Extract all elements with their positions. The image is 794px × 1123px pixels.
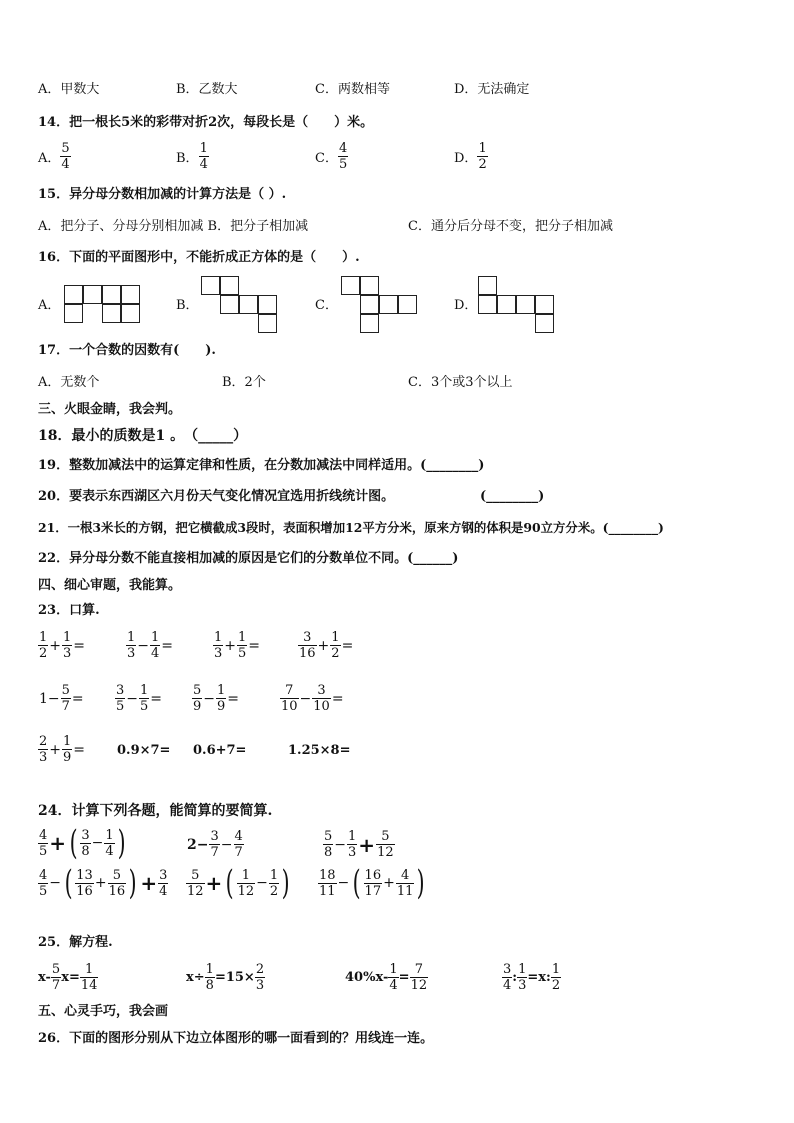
oral-calc-7: $\frac{5}{9}$ − $\frac{1}{9}$ = [193, 683, 240, 714]
fraction: $\frac{1}{4}$ [199, 141, 208, 172]
fraction: $\frac{5}{4}$ [61, 141, 70, 172]
oral-calc-3: $\frac{1}{3}$ + $\frac{1}{5}$ = [214, 630, 261, 661]
judge-18: 18．最小的质数是1 。 （_____） [38, 428, 248, 444]
question-17-stem: 17．一个合数的因数有( ). [38, 343, 216, 358]
q17-option-a[interactable]: A．无数个 [38, 375, 100, 390]
fraction: $\frac{1}{2}$ [478, 141, 487, 172]
oral-calc-5: 1− $\frac{5}{7}$ = [39, 683, 84, 714]
question-24-stem: 24．计算下列各题，能简算的要简算. [38, 803, 273, 819]
question-25-stem: 25．解方程. [38, 935, 113, 950]
option-c[interactable]: C．两数相等 [315, 82, 390, 97]
q14-option-b[interactable] [176, 141, 209, 172]
option-b[interactable]: B．乙数大 [176, 82, 238, 97]
q16-option-a[interactable]: A． [38, 298, 61, 313]
oral-calc-4: $\frac{3}{16}$ + $\frac{1}{2}$ = [299, 630, 354, 661]
q16-option-b[interactable]: B． [176, 298, 199, 313]
equation-3: 40%x- $\frac{1}{4}$ = $\frac{7}{12}$ [345, 962, 428, 993]
question-23-stem: 23．口算. [38, 603, 100, 618]
option-letter: A． [38, 151, 61, 166]
q14-option-a[interactable] [38, 141, 71, 172]
question-16-stem: 16．下面的平面图形中，不能折成正方体的是（ ）. [38, 250, 360, 265]
q15-option-ab[interactable]: A．把分子、分母分别相加减 B．把分子相加减 [38, 219, 309, 234]
judge-22: 22．异分母分数不能直接相加减的原因是它们的分数单位不同。(______) [38, 551, 459, 566]
question-15-stem: 15．异分母分数相加减的计算方法是（ ）. [38, 187, 287, 202]
calc-24-1: $\frac{4}{5}$ + ( $\frac{3}{8}$ − $\frac{1}{4}$ ) [39, 823, 126, 863]
section-3-title: 三、火眼金睛，我会判。 [38, 402, 182, 417]
oral-calc-11: 0.6+7= [193, 743, 247, 758]
section-5-title: 五、心灵手巧，我会画 [38, 1004, 169, 1019]
q17-option-c[interactable]: C．3个或3个以上 [408, 375, 513, 390]
equation-2: x÷ $\frac{1}{8}$ =15× $\frac{2}{3}$ [186, 962, 265, 993]
question-14-stem: 14．把一根长5米的彩带对折2次，每段长是（ ）米。 [38, 115, 374, 130]
q14-option-d[interactable] [454, 141, 488, 172]
judge-20: 20．要表示东西湖区六月份天气变化情况宜选用折线统计图。 [38, 489, 395, 504]
question-26-stem: 26．下面的图形分别从下边立体图形的哪一面看到的？用线连一连。 [38, 1031, 434, 1046]
q16-option-c[interactable]: C． [315, 298, 338, 313]
judge-21: 21．一根3米长的方钢，把它横截成3段时，表面积增加12平方分米，原来方钢的体积是90立方分米。(________) [38, 520, 664, 535]
option-d[interactable]: D．无法确定 [454, 82, 530, 97]
oral-calc-1: $\frac{1}{2}$ + $\frac{1}{3}$ = [39, 630, 86, 661]
equation-1: x- $\frac{5}{7}$ x= $\frac{1}{14}$ [38, 962, 98, 993]
option-a[interactable]: A．甲数大 [38, 82, 100, 97]
oral-calc-2: $\frac{1}{3}$ − $\frac{1}{4}$ = [127, 630, 174, 661]
judge-19: 19．整数加减法中的运算定律和性质，在分数加减法中同样适用。(________) [38, 458, 485, 473]
option-letter: D． [454, 151, 478, 166]
option-letter: B． [176, 151, 199, 166]
oral-calc-12: 1.25×8= [288, 743, 351, 758]
equation-4: $\frac{3}{4}$ : $\frac{1}{3}$ =x: $\frac{1}{2}$ [503, 962, 561, 993]
oral-calc-9: $\frac{2}{3}$ + $\frac{1}{9}$ = [39, 734, 86, 765]
oral-calc-6: $\frac{3}{5}$ − $\frac{1}{5}$ = [116, 683, 163, 714]
calc-24-5: $\frac{5}{12}$ + ( $\frac{1}{12}$ − $\frac{1}{2}$ ) [187, 863, 290, 903]
q14-option-c[interactable] [315, 141, 348, 172]
oral-calc-8: $\frac{7}{10}$ − $\frac{3}{10}$ = [281, 683, 344, 714]
calc-24-6: $\frac{18}{11}$ − ( $\frac{16}{17}$ + $\frac{4}{11}$ ) [319, 863, 425, 903]
section-4-title: 四、细心审题，我能算。 [38, 578, 182, 593]
q16-option-d[interactable]: D． [454, 298, 478, 313]
calc-24-3: $\frac{5}{8}$ − $\frac{1}{3}$ + $\frac{5}{12}$ [324, 829, 394, 860]
q17-option-b[interactable]: B．2个 [222, 375, 266, 390]
oral-calc-10: 0.9×7= [117, 743, 171, 758]
calc-24-2: 2− $\frac{3}{7}$ − $\frac{4}{7}$ [187, 829, 243, 860]
calc-24-4: $\frac{4}{5}$ − ( $\frac{13}{16}$ + $\frac{5}{16}$ ) + $\frac{3}{4}$ [39, 863, 168, 903]
option-letter: C． [315, 151, 338, 166]
fraction: $\frac{4}{5}$ [338, 141, 348, 172]
judge-20-blank[interactable]: (________) [480, 489, 545, 504]
q15-option-c[interactable]: C．通分后分母不变，把分子相加减 [408, 219, 613, 234]
